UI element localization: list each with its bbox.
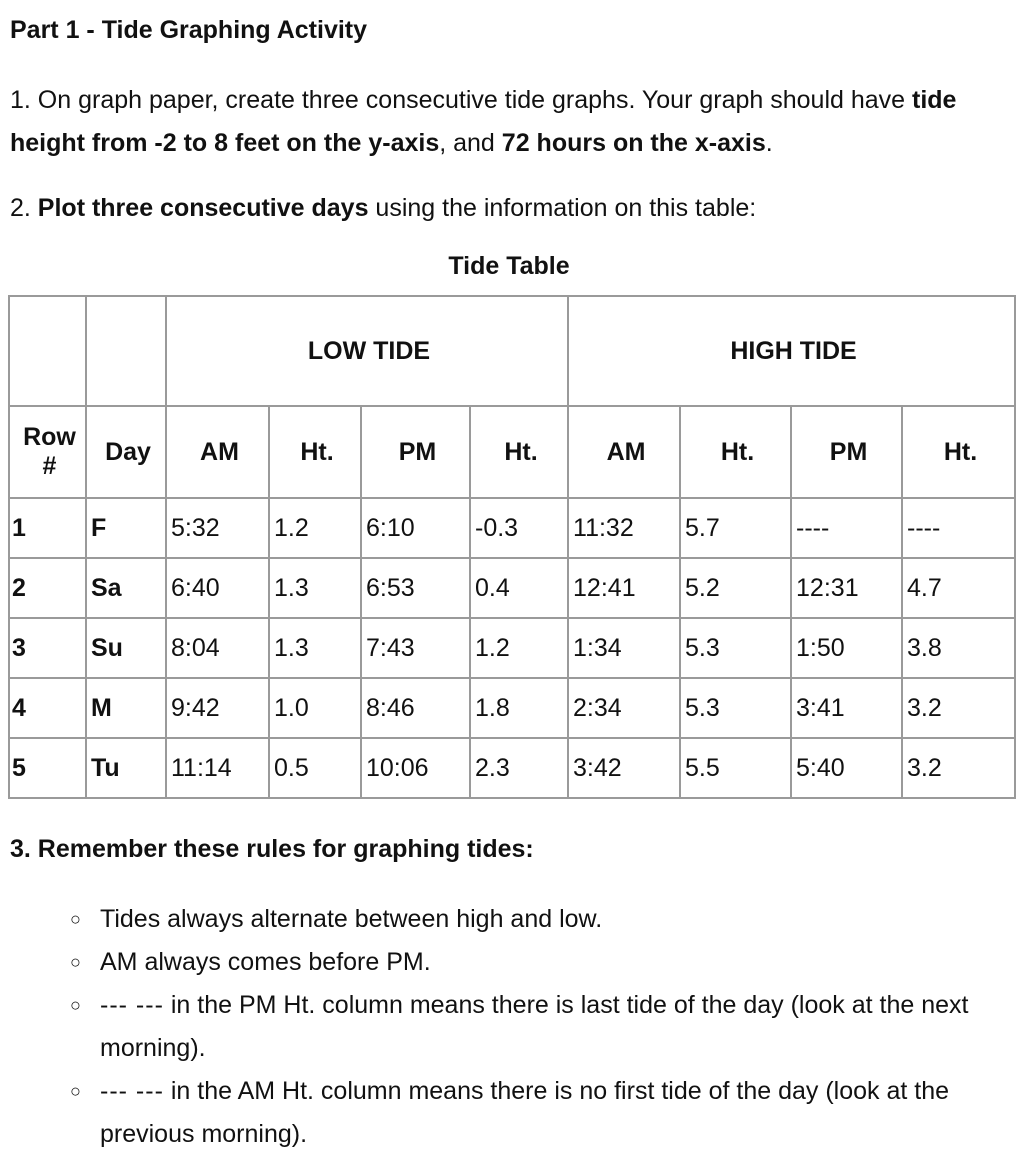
col-header-low-am-ht: Ht. bbox=[269, 406, 361, 498]
empty-header-cell bbox=[9, 296, 86, 406]
low-tide-header: LOW TIDE bbox=[166, 296, 568, 406]
cell-high-am: 3:42 bbox=[568, 738, 680, 798]
rule-dash-marker: --- --- bbox=[100, 991, 164, 1019]
table-row bbox=[9, 618, 1015, 678]
cell-high-am-ht: 5.7 bbox=[680, 498, 791, 558]
cell-high-am-ht: 5.3 bbox=[680, 678, 791, 738]
hollow-circle-bullet-icon: ○ bbox=[70, 909, 81, 929]
cell-day: M bbox=[86, 678, 166, 738]
cell-high-pm-ht: 3.8 bbox=[902, 618, 1015, 678]
step-1-prefix: 1. On graph paper, create three consecutive tide graphs. Your graph should have bbox=[10, 86, 913, 114]
hollow-circle-bullet-icon: ○ bbox=[70, 1081, 81, 1101]
cell-day: Tu bbox=[86, 738, 166, 798]
step-1-y-axis-spec: tide height from -2 to 8 feet on the y-axis bbox=[10, 86, 957, 157]
cell-low-am: 11:14 bbox=[166, 738, 269, 798]
tide-table-body bbox=[9, 498, 1015, 798]
step-2-bold: Plot three consecutive days bbox=[37, 194, 369, 222]
cell-high-am: 11:32 bbox=[568, 498, 680, 558]
group-header-row bbox=[9, 296, 1015, 406]
cell-low-pm: 10:06 bbox=[361, 738, 470, 798]
cell-low-pm: 7:43 bbox=[361, 618, 470, 678]
cell-high-pm-ht: ---- bbox=[902, 498, 1015, 558]
cell-row: 4 bbox=[9, 678, 86, 738]
table-row bbox=[9, 678, 1015, 738]
empty-header-cell bbox=[86, 296, 166, 406]
col-header-row-number: Row # bbox=[9, 406, 86, 498]
rule-text: AM always comes before PM. bbox=[100, 948, 431, 976]
col-header-high-pm: PM bbox=[791, 406, 902, 498]
rules-title: 3. Remember these rules for graphing tides: bbox=[10, 835, 534, 863]
cell-low-pm-ht: 1.8 bbox=[470, 678, 568, 738]
table-row bbox=[9, 558, 1015, 618]
cell-high-am: 1:34 bbox=[568, 618, 680, 678]
step-1-x-axis-spec: 72 hours on the x-axis bbox=[501, 129, 766, 157]
cell-day: Su bbox=[86, 618, 166, 678]
hollow-circle-bullet-icon: ○ bbox=[70, 952, 81, 972]
rule-item bbox=[70, 898, 1010, 941]
column-header-row bbox=[9, 406, 1015, 498]
col-header-day: Day bbox=[86, 406, 166, 498]
rules-list bbox=[70, 898, 1010, 1156]
cell-high-am-ht: 5.3 bbox=[680, 618, 791, 678]
cell-high-pm-ht: 4.7 bbox=[902, 558, 1015, 618]
table-title: Tide Table bbox=[448, 252, 570, 280]
cell-low-pm-ht: -0.3 bbox=[470, 498, 568, 558]
tide-table bbox=[8, 295, 1016, 799]
rule-text: in the PM Ht. column means there is last tide of the day (look at the next morning). bbox=[100, 991, 969, 1062]
cell-low-pm: 6:53 bbox=[361, 558, 470, 618]
cell-low-pm-ht: 1.2 bbox=[470, 618, 568, 678]
cell-low-am: 8:04 bbox=[166, 618, 269, 678]
rule-dash-marker: --- --- bbox=[100, 1077, 164, 1105]
cell-low-am-ht: 1.3 bbox=[269, 558, 361, 618]
cell-low-am-ht: 1.3 bbox=[269, 618, 361, 678]
col-header-high-pm-ht: Ht. bbox=[902, 406, 1015, 498]
step-1-instruction bbox=[10, 79, 1000, 165]
step-2-instruction bbox=[10, 187, 1000, 230]
cell-day: Sa bbox=[86, 558, 166, 618]
cell-row: 2 bbox=[9, 558, 86, 618]
rule-text: in the AM Ht. column means there is no first tide of the day (look at the previous morning). bbox=[100, 1077, 950, 1148]
cell-row: 1 bbox=[9, 498, 86, 558]
cell-high-pm: ---- bbox=[791, 498, 902, 558]
col-header-high-am: AM bbox=[568, 406, 680, 498]
step-2-suffix: using the information on this table: bbox=[368, 194, 757, 222]
col-header-low-pm: PM bbox=[361, 406, 470, 498]
cell-high-pm-ht: 3.2 bbox=[902, 678, 1015, 738]
col-header-high-am-ht: Ht. bbox=[680, 406, 791, 498]
col-header-low-pm-ht: Ht. bbox=[470, 406, 568, 498]
cell-high-pm: 12:31 bbox=[791, 558, 902, 618]
rule-item bbox=[70, 941, 1010, 984]
rule-text: Tides always alternate between high and low. bbox=[100, 905, 603, 933]
cell-low-am-ht: 0.5 bbox=[269, 738, 361, 798]
cell-high-pm: 5:40 bbox=[791, 738, 902, 798]
hollow-circle-bullet-icon: ○ bbox=[70, 995, 81, 1015]
cell-low-am: 9:42 bbox=[166, 678, 269, 738]
cell-low-pm: 8:46 bbox=[361, 678, 470, 738]
cell-row: 5 bbox=[9, 738, 86, 798]
cell-low-am-ht: 1.0 bbox=[269, 678, 361, 738]
cell-high-am: 2:34 bbox=[568, 678, 680, 738]
cell-low-pm-ht: 2.3 bbox=[470, 738, 568, 798]
cell-high-am: 12:41 bbox=[568, 558, 680, 618]
cell-high-pm-ht: 3.2 bbox=[902, 738, 1015, 798]
cell-high-pm: 3:41 bbox=[791, 678, 902, 738]
part-title: Part 1 - Tide Graphing Activity bbox=[10, 16, 368, 44]
high-tide-header: HIGH TIDE bbox=[568, 296, 1015, 406]
cell-day: F bbox=[86, 498, 166, 558]
col-header-low-am: AM bbox=[166, 406, 269, 498]
step-1-suffix: . bbox=[765, 129, 773, 157]
cell-low-pm: 6:10 bbox=[361, 498, 470, 558]
cell-low-am: 6:40 bbox=[166, 558, 269, 618]
step-1-middle: , and bbox=[439, 129, 502, 157]
rule-item bbox=[70, 1070, 1010, 1156]
cell-high-pm: 1:50 bbox=[791, 618, 902, 678]
cell-low-am-ht: 1.2 bbox=[269, 498, 361, 558]
step-2-prefix: 2. bbox=[10, 194, 38, 222]
cell-high-am-ht: 5.2 bbox=[680, 558, 791, 618]
cell-low-am: 5:32 bbox=[166, 498, 269, 558]
table-row bbox=[9, 738, 1015, 798]
cell-low-pm-ht: 0.4 bbox=[470, 558, 568, 618]
rule-item bbox=[70, 984, 1010, 1070]
cell-high-am-ht: 5.5 bbox=[680, 738, 791, 798]
table-row bbox=[9, 498, 1015, 558]
cell-row: 3 bbox=[9, 618, 86, 678]
